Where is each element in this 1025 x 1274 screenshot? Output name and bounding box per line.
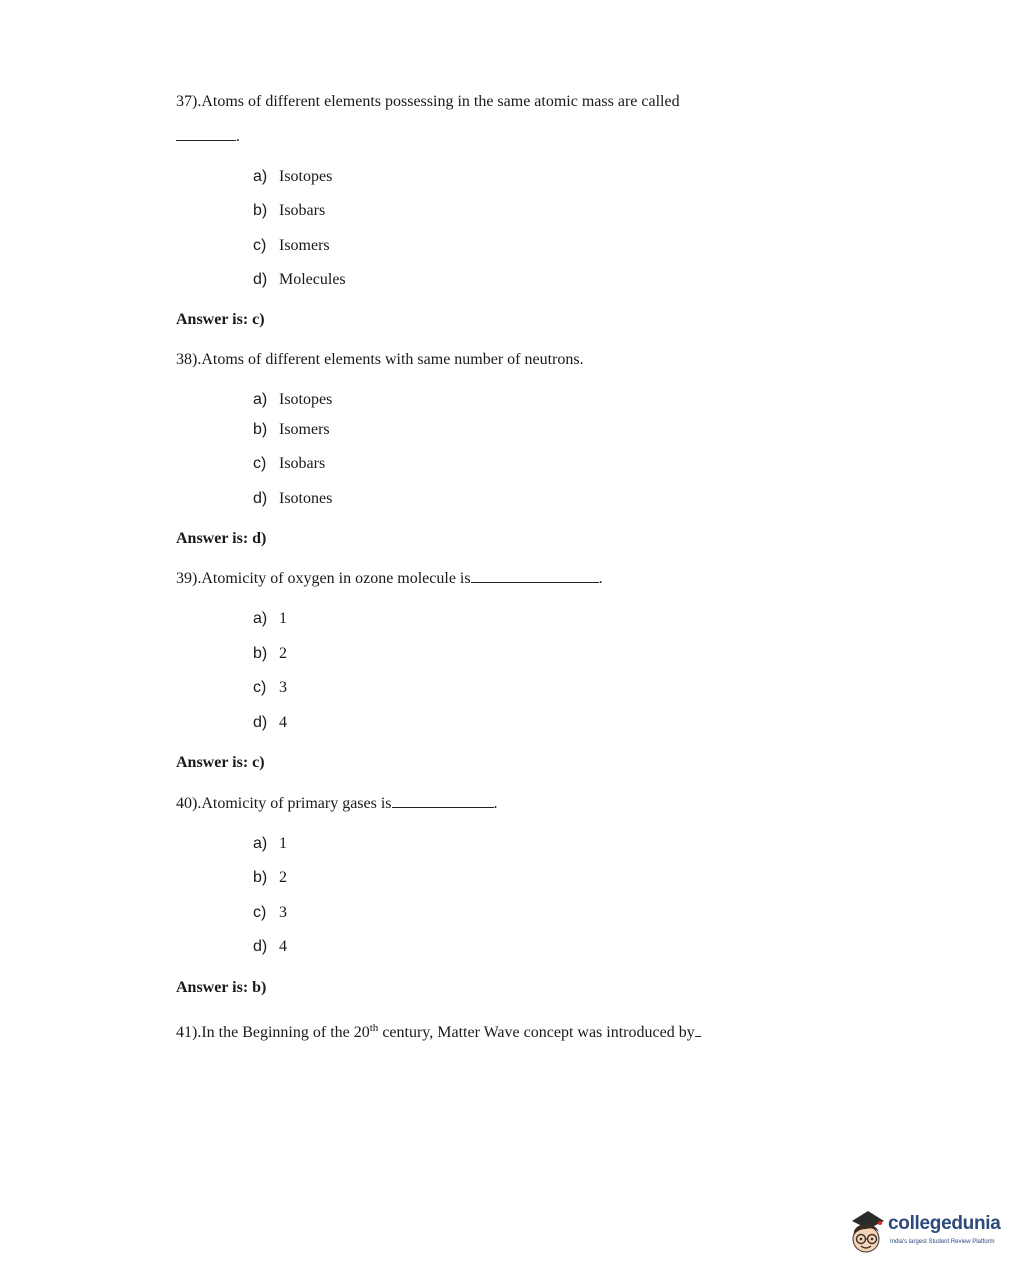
logo-wordmark: collegedunia: [888, 1213, 1001, 1234]
mascot-icon: [846, 1207, 888, 1257]
question-39-blank: [471, 570, 599, 583]
option-40-c: c) 3: [253, 904, 287, 921]
answer-40: Answer is: b): [176, 979, 267, 996]
option-38-b: b) Isomers: [253, 421, 330, 438]
answer-39: Answer is: c): [176, 754, 265, 771]
question-40-prompt: 40).Atomicity of primary gases is .: [176, 795, 498, 812]
question-37-blank: .: [176, 128, 240, 146]
option-37-d: d) Molecules: [253, 271, 346, 288]
option-37-b: b) Isobars: [253, 202, 326, 219]
option-39-a: a) 1: [253, 610, 287, 627]
option-39-c: c) 3: [253, 679, 287, 696]
option-37-c: c) Isomers: [253, 237, 330, 254]
option-39-b: b) 2: [253, 645, 287, 662]
answer-38: Answer is: d): [176, 530, 267, 547]
option-38-a: a) Isotopes: [253, 391, 333, 408]
option-39-d: d) 4: [253, 714, 287, 731]
option-38-d: d) Isotones: [253, 490, 333, 507]
collegedunia-logo: [846, 1207, 1016, 1257]
answer-37: Answer is: c): [176, 311, 265, 328]
question-41-prompt: 41).In the Beginning of the 20th century, Matter Wave concept was introduced by: [176, 1024, 701, 1042]
option-40-a: a) 1: [253, 835, 287, 852]
question-37-prompt: 37).Atoms of different elements possessing in the same atomic mass are called: [176, 93, 680, 110]
option-37-a: a) Isotopes: [253, 168, 333, 185]
question-38-prompt: 38).Atoms of different elements with same number of neutrons.: [176, 351, 584, 368]
question-40-blank: [392, 795, 494, 808]
option-40-b: b) 2: [253, 869, 287, 886]
question-41-blank: [695, 1024, 701, 1037]
option-40-d: d) 4: [253, 938, 287, 955]
question-39-prompt: 39).Atomicity of oxygen in ozone molecule is .: [176, 570, 603, 587]
logo-tagline: India's largest Student Review Platform: [890, 1239, 995, 1245]
option-38-c: c) Isobars: [253, 455, 326, 472]
